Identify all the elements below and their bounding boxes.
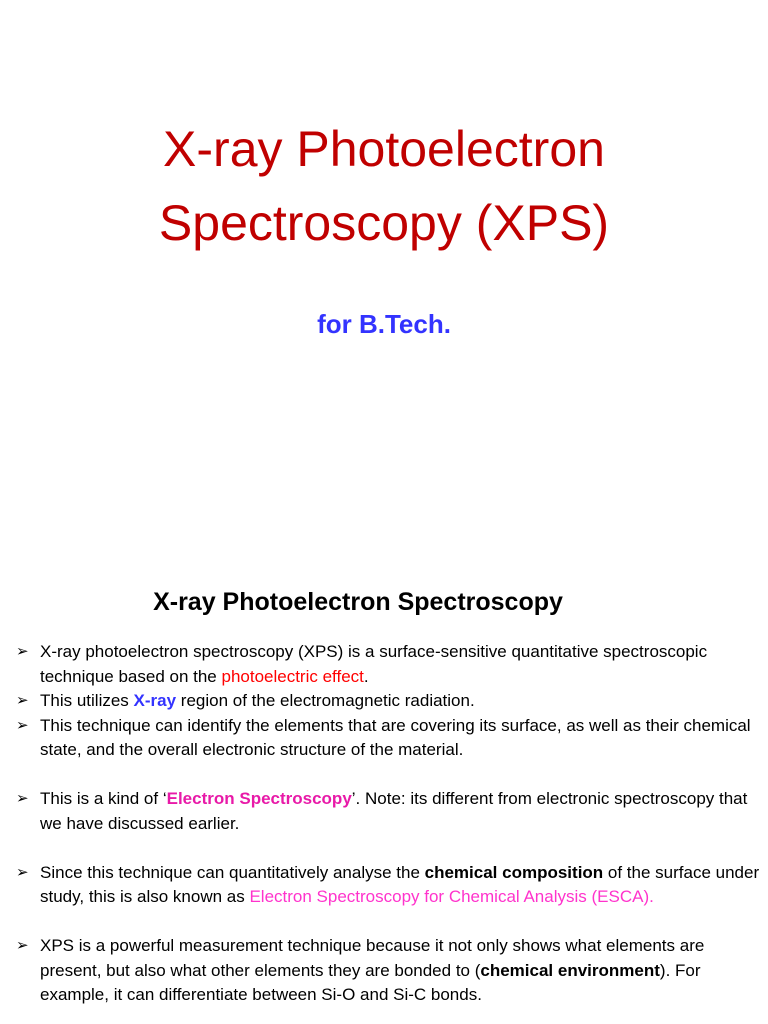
bullet-text: XPS is a powerful measurement technique because it not only shows what elements are present, but also what other elements they are bonded to ( [40, 936, 705, 980]
arrow-bullet-icon: ➢ [16, 716, 29, 734]
bullet-item [16, 689, 761, 714]
arrow-bullet-icon: ➢ [16, 643, 29, 660]
bullet-text-end: . [363, 666, 369, 686]
highlight-esca: Electron Spectroscopy for Chemical Analysis (ESCA) [249, 887, 650, 906]
bullet-item [16, 640, 761, 689]
bullet-text: X-ray photoelectron spectroscopy (XPS) is a surface-sensitive quantitative spectroscopic technique based on the [40, 642, 708, 686]
bullet-text: This technique can identify the elements that are covering its surface, as well as their chemical state, and the overall electronic structure of the material. [40, 715, 751, 759]
bold-chemical-composition: chemical composition [424, 862, 604, 882]
arrow-bullet-icon: ➢ [16, 692, 29, 709]
content-slide [0, 560, 768, 1024]
slide-subtitle: for B.Tech. [317, 309, 451, 339]
bullet-item [16, 934, 761, 1008]
bullet-text: This utilizes [40, 691, 134, 710]
highlight-photoelectric-effect: photoelectric effect [221, 666, 364, 686]
bullet-item [16, 787, 761, 836]
highlight-electron-spectroscopy: Electron Spectroscopy [166, 789, 352, 808]
bullet-list [16, 640, 761, 1008]
slide-title-line-2: Spectroscopy (XPS) [158, 195, 610, 251]
bullet-text: This is a kind of ‘ [40, 789, 167, 808]
bullet-text-end: region of the electromagnetic radiation. [176, 691, 475, 710]
bullet-item [16, 714, 761, 763]
bold-chemical-environment: chemical environment [480, 960, 660, 980]
slide-title [0, 112, 768, 260]
bullet-text-end: ’. Note: its different from electronic spectroscopy that we have discussed earlier. [40, 789, 748, 833]
slide-title-line-1: X-ray Photoelectron [163, 121, 605, 177]
bullet-text-end: . [649, 887, 654, 906]
arrow-bullet-icon: ➢ [16, 790, 29, 807]
bullet-text: Since this technique can quantitatively analyse the [40, 862, 425, 882]
arrow-bullet-icon: ➢ [16, 863, 29, 881]
arrow-bullet-icon: ➢ [16, 937, 29, 954]
highlight-x-ray: X-ray [133, 691, 177, 710]
bullet-text-end: ). For example, it can differentiate between Si-O and Si-C bonds. [40, 960, 701, 1004]
content-heading: X-ray Photoelectron Spectroscopy [153, 588, 563, 616]
bullet-item [16, 861, 761, 910]
bullet-text-middle: of the surface under study, this is also known as [40, 862, 760, 906]
